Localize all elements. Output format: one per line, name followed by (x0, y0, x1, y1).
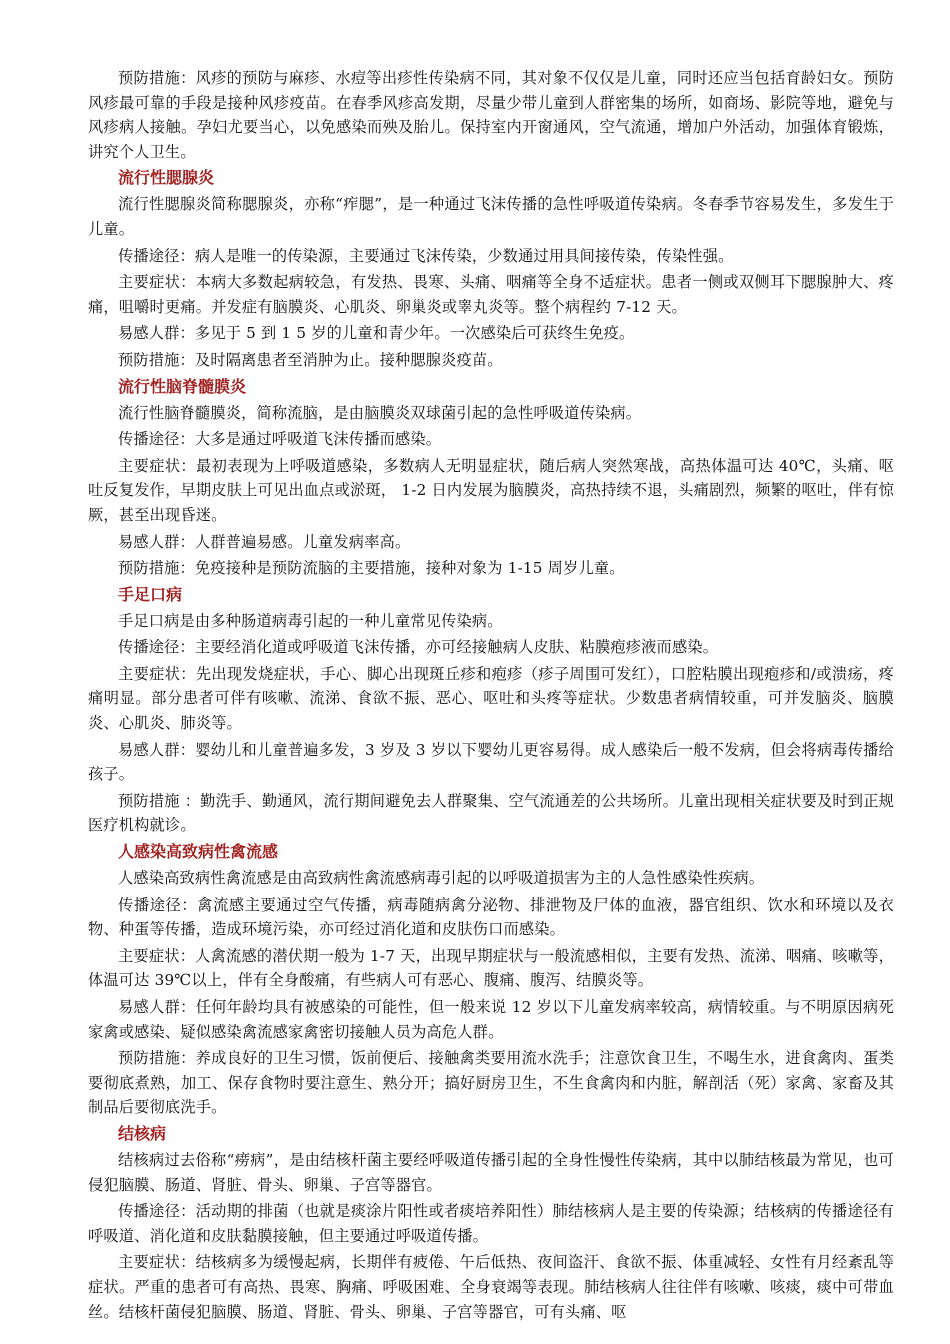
body-paragraph: 传播途径：活动期的排菌（也就是痰涂片阳性或者痰培养阳性）肺结核病人是主要的传染源；结核病的传播途径有呼吸道、消化道和皮肤黏膜接触，但主要通过呼吸道传播。 (88, 1202, 894, 1245)
section-heading: 手足口病 (118, 584, 183, 604)
body-paragraph: 主要症状：结核病多为缓慢起病，长期伴有疲倦、午后低热、夜间盗汗、食欲不振、体重减轻、女性有月经紊乱等症状。严重的患者可有高热、畏寒、胸痛、呼吸困难、全身衰竭等表现。肺结核病人往往伴有咳嗽、咳痰，痰中可带血丝。结核杆菌侵犯脑膜、肠道、肾脏、骨头、卵巢、子宫等器官，可有头痛、呕 (88, 1253, 894, 1321)
body-paragraph: 主要症状：本病大多数起病较急，有发热、畏寒、头痛、咽痛等全身不适症状。患者一侧或双侧耳下腮腺肿大、疼痛，咀嚼时更痛。并发症有脑膜炎、心肌炎、卵巢炎或睾丸炎等。整个病程约 7-12 天。 (88, 273, 894, 316)
body-paragraph: 预防措施：免疫接种是预防流脑的主要措施，接种对象为 1-15 周岁儿童。 (118, 559, 625, 578)
section-heading: 流行性脑脊髓膜炎 (118, 376, 247, 396)
body-paragraph: 易感人群：人群普遍易感。儿童发病率高。 (118, 532, 411, 551)
body-paragraph: 主要症状：最初表现为上呼吸道感染，多数病人无明显症状，随后病人突然寒战，高热体温可达 40℃，头痛、呕吐反复发作，早期皮肤上可见出血点或淤斑， 1-2 日内发展为脑膜炎，高热持续不退，头痛剧烈，频繁的呕吐，伴有惊厥，甚至出现昏迷。 (88, 456, 894, 524)
section-heading: 结核病 (118, 1123, 167, 1143)
body-paragraph: 传播途径：大多是通过呼吸道飞沫传播而感染。 (118, 430, 442, 449)
section-heading: 人感染高致病性禽流感 (118, 842, 279, 862)
body-paragraph: 主要症状：人禽流感的潜伏期一般为 1-7 天，出现早期症状与一般流感相似，主要有发热、流涕、咽痛、咳嗽等，体温可达 39℃以上，伴有全身酸痛，有些病人可有恶心、腹痛、腹泻、结膜炎等。 (88, 946, 894, 990)
body-paragraph: 预防措施：及时隔离患者至消肿为止。接种腮腺炎疫苗。 (118, 350, 503, 369)
body-paragraph: 易感人群：任何年龄均具有被感染的可能性，但一般来说 12 岁以下儿童发病率较高，病情较重。与不明原因病死家禽或感染、疑似感染禽流感家禽密切接触人员为高危人群。 (88, 998, 894, 1041)
body-paragraph: 传播途径：禽流感主要通过空气传播，病毒随病禽分泌物、排泄物及尸体的血液，器官组织、饮水和环境以及衣物、种蛋等传播，造成环境污染，亦可经过消化道和皮肤伤口而感染。 (88, 895, 894, 939)
body-paragraph: 主要症状：先出现发烧症状，手心、脚心出现斑丘疹和疱疹（疹子周围可发红），口腔粘膜出现疱疹和/或溃疡，疼痛明显。部分患者可伴有咳嗽、流涕、食欲不振、恶心、呕吐和头疼等症状。少数患者病情较重，可并发脑炎、脑膜炎、心肌炎、肺炎等。 (88, 664, 894, 733)
body-paragraph: 传播途径：病人是唯一的传染源，主要通过飞沫传染，少数通过用具间接传染，传染性强。 (118, 246, 734, 265)
body-paragraph: 流行性脑脊髓膜炎，简称流脑，是由脑膜炎双球菌引起的急性呼吸道传染病。 (118, 403, 642, 422)
body-paragraph: 传播途径：主要经消化道或呼吸道飞沫传播，亦可经接触病人皮肤、粘膜疱疹液而感染。 (118, 638, 719, 657)
body-paragraph: 手足口病是由多种肠道病毒引起的一种儿童常见传染病。 (118, 611, 503, 630)
body-paragraph: 流行性腮腺炎简称腮腺炎，亦称“痄腮”，是一种通过飞沫传播的急性呼吸道传染病。冬春季节容易发生，多发生于儿童。 (88, 195, 894, 238)
section-heading: 流行性腮腺炎 (118, 168, 215, 188)
body-paragraph: 预防措施：养成良好的卫生习惯，饭前便后、接触禽类要用流水洗手；注意饮食卫生，不喝生水，进食禽肉、蛋类要彻底煮熟，加工、保存食物时要注意生、熟分开；搞好厨房卫生，不生食禽肉和内脏，解剖活（死）家禽、家畜及其制品后要彻底洗手。 (88, 1049, 894, 1117)
body-paragraph: 预防措施：风疹的预防与麻疹、水痘等出疹性传染病不同，其对象不仅仅是儿童，同时还应当包括育龄妇女。预防风疹最可靠的手段是接种风疹疫苗。在春季风疹高发期，尽量少带儿童到人群密集的场所，如商场、影院等地，避免与风疹病人接触。孕妇尤要当心，以免感染而殃及胎儿。保持室内开窗通风，空气流通，增加户外活动，加强体育锻炼，讲究个人卫生。 (88, 69, 894, 161)
body-paragraph: 易感人群：多见于 5 到 1 5 岁的儿童和青少年。一次感染后可获终生免疫。 (118, 324, 635, 343)
body-paragraph: 人感染高致病性禽流感是由高致病性禽流感病毒引起的以呼吸道损害为主的人急性感染性疾病。 (118, 869, 765, 888)
body-paragraph: 预防措施 ：勤洗手、勤通风，流行期间避免去人群聚集、空气流通差的公共场所。儿童出现相关症状要及时到正规医疗机构就诊。 (88, 791, 894, 835)
body-paragraph: 结核病过去俗称“痨病”，是由结核杆菌主要经呼吸道传播引起的全身性慢性传染病，其中以肺结核最为常见，也可侵犯脑膜、肠道、肾脏、骨头、卵巢、子宫等器官。 (88, 1150, 894, 1194)
body-paragraph: 易感人群：婴幼儿和儿童普遍多发，3 岁及 3 岁以下婴幼儿更容易得。成人感染后一般不发病，但会将病毒传播给孩子。 (88, 740, 894, 784)
